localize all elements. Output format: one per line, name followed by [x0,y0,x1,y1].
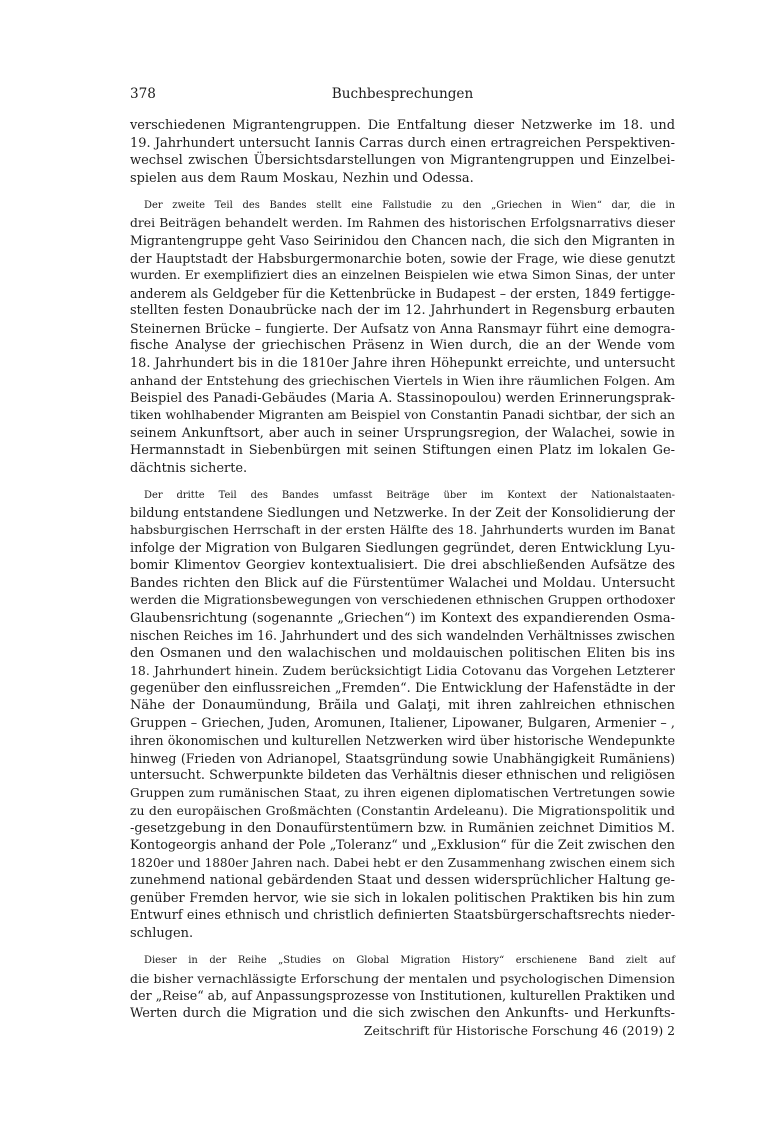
text-line: anhand der Entstehung des griechischen Viertels in Wien ihre räumlichen Folgen. Am [130,373,675,388]
running-head [130,84,675,104]
text-line: Gruppen zum rumänischen Staat, zu ihren eigenen diplomatischen Vertretungen sowie [130,785,675,800]
text-line: stellten festen Donaubrücke nach der im 12. Jahrhundert in Regensburg erbauten [130,303,675,318]
text-line: 19. Jahrhundert untersucht Iannis Carras durch einen ertragreichen Perspektiven- [130,135,675,151]
text-line: hinweg (Frieden von Adrianopel, Staatsgründung sowie Unabhängigkeit Rumäniens) [130,750,675,766]
paragraph-gap [130,477,675,487]
text-line: Kontogeorgis anhand der Pole „Toleranz“ und „Exklusion“ für die Zeit zwischen den [130,838,675,853]
paragraph-gap [130,187,675,197]
text-line: spielen aus dem Raum Moskau, Nezhin und Odessa. [130,170,474,186]
text-line: 1820er und 1880er Jahren nach. Dabei hebt er den Zusammenhang zwischen einem sich [130,855,675,870]
text-line: untersucht. Schwerpunkte bildeten das Verhältnis dieser ethnischen und religiösen [130,768,675,783]
paragraph-3 [130,487,675,942]
text-line: anderem als Geldgeber für die Kettenbrücke in Budapest – der ersten, 1849 fertigge- [130,285,675,301]
text-line: wechsel zwischen Übersichtsdarstellungen von Migrantengruppen und Einzelbei- [130,153,675,168]
text-line: Gruppen – Griechen, Juden, Aromunen, Italiener, Lipowaner, Bulgaren, Armenier – , [130,715,675,731]
text-line: Bandes richten den Blick auf die Fürstentümer Walachei und Moldau. Untersucht [130,575,675,591]
text-line: werden die Migrationsbewegungen von verschiedenen ethnischen Gruppen orthodoxer [130,593,675,607]
paragraph-2 [130,197,675,477]
text-line: Hermannstadt in Siebenbürgen mit seinen Stiftungen einen Platz im lokalen Ge- [130,443,675,458]
text-line: 18. Jahrhundert bis in die 1810er Jahre ihren Höhepunkt erreichte, und untersucht [130,355,675,371]
paragraph-gap [130,942,675,952]
text-line: Steinernen Brücke – fungierte. Der Aufsatz von Anna Ransmayr führt eine demogra- [130,320,675,336]
article-body [130,117,675,1022]
paragraph-1 [130,117,675,187]
text-line: 18. Jahrhundert hinein. Zudem berücksichtigt Lidia Cotovanu das Vorgehen Letzterer [130,663,675,678]
text-line: dächtnis sicherte. [130,460,248,476]
text-line: ihren ökonomischen und kulturellen Netzwerken wird über historische Wendepunkte [130,733,675,748]
text-line: habsburgischen Herrschaft in der ersten Hälfte des 18. Jahrhunderts wurden im Banat [130,523,675,537]
text-line: Migrantengruppe geht Vaso Seirinidou den Chancen nach, die sich den Migranten in [130,233,675,248]
text-line: fische Analyse der griechischen Präsenz in Wien durch, die an der Wende vom [130,338,675,353]
text-line: tiken wohlhabender Migranten am Beispiel von Constantin Panadi sichtbar, der sich an [130,408,675,422]
text-line: gegenüber den einflussreichen „Fremden“. Die Entwicklung der Hafenstädte in der [130,680,675,696]
text-line: nischen Reiches im 16. Jahrhundert und des sich wandelnden Verhältnisses zwischen [130,628,675,643]
text-line: Beispiel des Panadi-Gebäudes (Maria A. Stassinopoulou) werden Erinnerungsprak- [130,390,675,406]
text-line: Glaubensrichtung (sogenannte „Griechen“) im Kontext des expandierenden Osma- [130,610,675,626]
text-line: zu den europäischen Großmächten (Constantin Ardeleanu). Die Migrationspolitik und [130,803,675,818]
text-line: der Hauptstadt der Habsburgermonarchie boten, sowie der Frage, wie diese genutzt [130,250,675,266]
text-line: infolge der Migration von Bulgaren Siedlungen gegründet, deren Entwicklung Lyu- [130,540,675,556]
text-line: genüber Fremden hervor, wie sie sich in lokalen politischen Praktiken bis hin zum [130,890,675,906]
text-line: Entwurf eines ethnisch und christlich definierten Staatsbürgerschaftsrechts nieder- [130,908,675,923]
text-line: seinem Ankunftsort, aber auch in seiner Ursprungsregion, der Walachei, sowie in [130,425,675,441]
text-line: den Osmanen und den walachischen und moldauischen politischen Eliten bis ins [130,645,675,661]
text-line: wurden. Er exemplifiziert dies an einzelnen Beispielen wie etwa Simon Sinas, der unter [130,268,675,282]
running-title: Buchbesprechungen [331,86,474,102]
text-line: Der dritte Teil des Bandes umfasst Beiträge über im Kontext der Nationalstaaten- [144,490,675,501]
text-line: Dieser in der Reihe „Studies on Global Migration History“ erschienene Band zielt auf [144,955,675,966]
text-line: Der zweite Teil des Bandes stellt eine Fallstudie zu den „Griechen in Wien“ dar, die in [144,200,675,211]
paragraph-4 [130,952,675,1022]
page-number: 378 [130,86,156,102]
text-line: schlugen. [130,925,194,941]
text-line: Nähe der Donaumündung, Brăila und Galaţi, mit ihren zahlreichen ethnischen [130,698,675,713]
text-line: Werten durch die Migration und die sich zwischen den Ankunfts- und Herkunfts- [130,1005,675,1021]
text-line: bildung entstandene Siedlungen und Netzwerke. In der Zeit der Konsolidierung der [130,505,675,521]
text-line: die bisher vernachlässigte Erforschung der mentalen und psychologischen Dimension [130,970,675,986]
text-line: -gesetzgebung in den Donaufürstentümern bzw. in Rumänien zeichnet Dimitios M. [130,820,675,836]
text-line: der „Reise“ ab, auf Anpassungsprozesse von Institutionen, kulturellen Praktiken und [130,988,676,1003]
text-line: drei Beiträgen behandelt werden. Im Rahmen des historischen Erfolgsnarrativs dieser [130,215,675,230]
text-line: verschiedenen Migrantengruppen. Die Entfaltung dieser Netzwerke im 18. und [130,118,675,133]
text-line: bomir Klimentov Georgiev kontextualisiert. Die drei abschließenden Aufsätze des [130,558,675,573]
journal-footer: Zeitschrift für Historische Forschung 46 (2019) 2 [363,1023,675,1038]
text-line: zunehmend national gebärdenden Staat und dessen widersprüchlicher Haltung ge- [130,873,675,888]
